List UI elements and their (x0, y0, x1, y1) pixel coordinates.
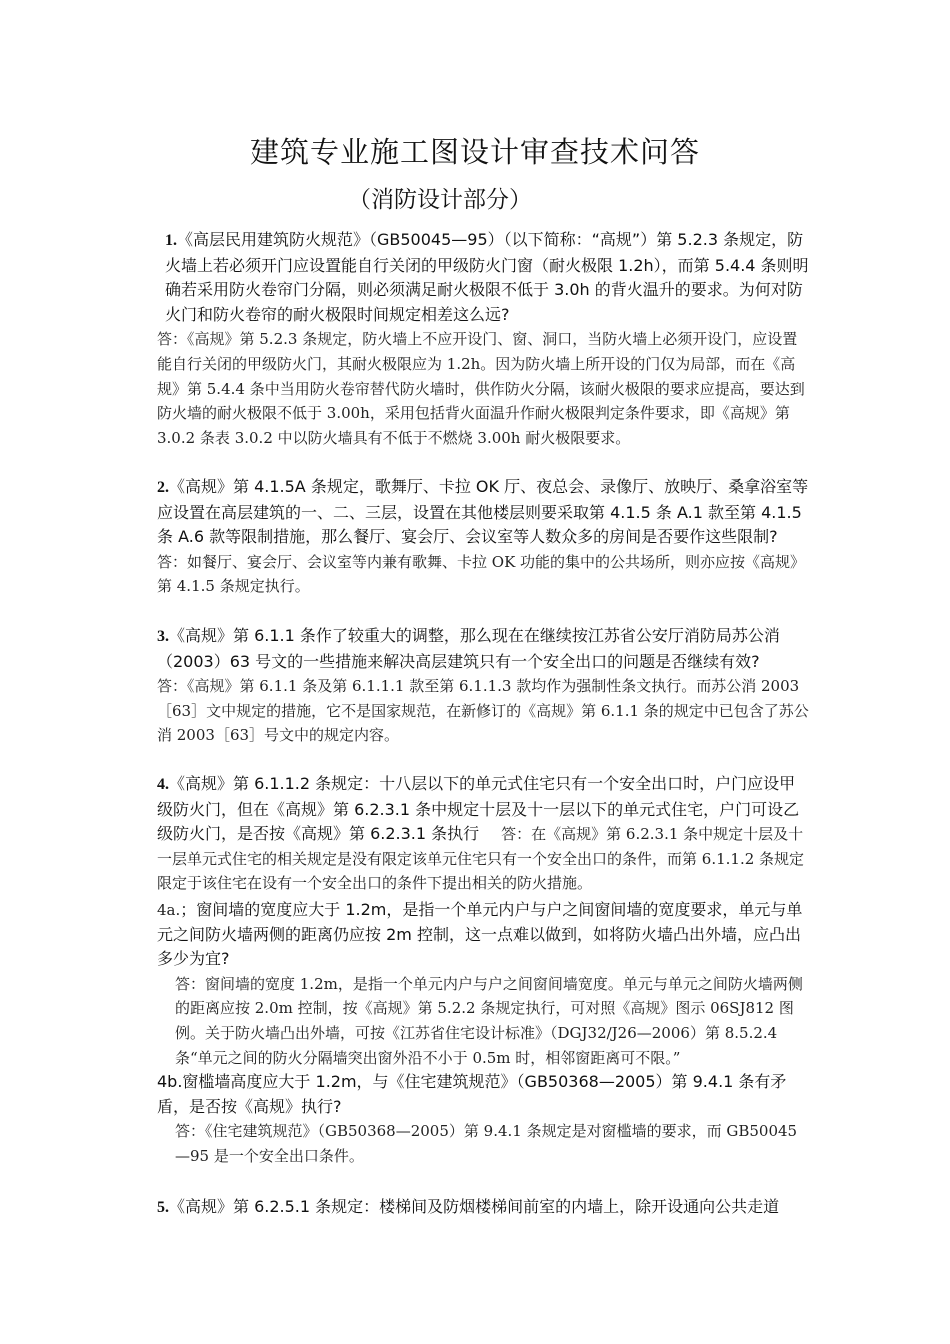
question (143, 1195, 810, 1221)
question (143, 475, 810, 550)
question-text: 《高规》第 6.1.1.2 条规定：十八层以下的单元式住宅只有一个安全出口时，户门应设甲级防火门，但在《高规》第 6.2.3.1 条中规定十层及十一层以下的单元式住宅，户门可设乙级防火门，是否按《高规》第 6.2.3.1 条执行 (157, 774, 800, 844)
question-text: 《高层民用建筑防火规范》（GB50045—95）（以下简称：“高规”）第 5.2.3 条规定，防火墙上若必须开门应设置能自行关闭的甲级防火门窗（耐火极限 1.2h），而第 5.4.4 条则明确若采用防火卷帘门分隔，则必须满足耐火极限不低于 3.0h 的背火温升的要求。为何对防火门和防火卷帘的耐火极限时间规定相差这么远? (165, 230, 809, 324)
qa-item-2 (143, 475, 810, 599)
qa-item-4b (143, 1070, 810, 1168)
qa-item-5 (143, 1195, 810, 1221)
answer-text: 答：在《高规》第 6.2.3.1 条中规定十层及十一层单元式住宅的相关规定是没有限定该单元住宅只有一个安全出口的条件，而第 6.1.1.2 条规定限定于该住宅在设有一个安全出口的条件下提出相关的防火措施。 (157, 825, 805, 893)
question-number: 5. (157, 1199, 169, 1216)
question (143, 1070, 810, 1119)
qa-item-3 (143, 624, 810, 748)
question-number: 4b. (157, 1072, 183, 1091)
question-number: 3. (157, 628, 169, 645)
answer-text: 答：《高规》第 5.2.3 条规定，防火墙上不应开设门、窗、洞口，当防火墙上必须开设门，应设置能自行关闭的甲级防火门，其耐火极限应为 1.2h。因为防火墙上所开设的门仅为局部，而在《高规》第 5.4.4 条中当用防火卷帘替代防火墙时，供作防火分隔，该耐火极限的要求应提高，要达到防火墙的耐火极限不低于 3.00h，采用包括背火面温升作耐火极限判定条件要求，即《高规》第 3.0.2 条表 3.0.2 中以防火墙具有不低于不燃烧 3.00h 耐火极限要求。 (157, 330, 805, 447)
question-number: 4a. (157, 901, 181, 919)
qa-item-1 (143, 228, 810, 450)
answer-text: 答：《住宅建筑规范》（GB50368—2005）第 9.4.1 条规定是对窗槛墙的要求，而 GB50045—95 是一个安全出口条件。 (175, 1122, 798, 1165)
answer-text: 答：《高规》第 6.1.1 条及第 6.1.1.1 款至第 6.1.1.3 款均作为强制性条文执行。而苏公消 2003［63］文中规定的措施，它不是国家规范，在新修订的《高规》第 6.1.1 条的规定中已包含了苏公消 2003［63］号文中的规定内容。 (157, 677, 809, 745)
question-number: 1. (165, 232, 177, 249)
answer-text: 答：窗间墙的宽度 1.2m，是指一个单元内户与户之间窗间墙宽度。单元与单元之间防火墙两侧的距离应按 2.0m 控制，按《高规》第 5.2.2 条规定执行，可对照《高规》图示 06SJ812 图例。关于防火墙凸出外墙，可按《江苏省住宅设计标准》（DGJ32/J26—2006）第 8.5.2.4 条“单元之间的防火分隔墙突出窗外沿不小于 0.5m 时，相邻窗距离可不限。” (175, 974, 803, 1067)
qa-item-4 (143, 772, 810, 896)
question-text: 《高规》第 6.1.1 条作了较重大的调整，那么现在在继续按江苏省公安厅消防局苏公消（2003）63 号文的一些措施来解决高层建筑只有一个安全出口的问题是否继续有效? (157, 626, 780, 671)
question-text: ；窗间墙的宽度应大于 1.2m，是指一个单元内户与户之间窗间墙的宽度要求，单元与单元之间防火墙两侧的距离仍应按 2m 控制，这一点难以做到，如将防火墙凸出外墙，应凸出多少为宜? (157, 900, 803, 969)
document-title: 建筑专业施工图设计审查技术问答 (249, 135, 700, 169)
question-number: 2. (157, 479, 169, 496)
qa-item-4a (143, 898, 810, 1070)
question-text: 《高规》第 6.2.5.1 条规定：楼梯间及防烟楼梯间前室的内墙上，除开设通向公共走道 (169, 1197, 780, 1216)
question (143, 624, 810, 674)
question (143, 228, 810, 327)
question (143, 772, 810, 896)
question-text: 《高规》第 4.1.5A 条规定，歌舞厅、卡拉 OK 厅、夜总会、录像厅、放映厅、桑拿浴室等应设置在高层建筑的一、二、三层，设置在其他楼层则要采取第 4.1.5 条 A.1 款至第 4.1.5 条 A.6 款等限制措施，那么餐厅、宴会厅、会议室等人数众多的房间是否要作这些限制? (157, 477, 809, 547)
answer-text: 答：如餐厅、宴会厅、会议室等内兼有歌舞、卡拉 OK 功能的集中的公共场所，则亦应按《高规》第 4.1.5 条规定执行。 (157, 552, 806, 596)
document-subtitle: （消防设计部分） (348, 187, 532, 213)
question (143, 898, 810, 972)
question-text: 窗槛墙高度应大于 1.2m，与《住宅建筑规范》（GB50368—2005）第 9.4.1 条有矛盾，是否按《高规》执行? (157, 1072, 787, 1116)
question-number: 4. (157, 776, 169, 793)
